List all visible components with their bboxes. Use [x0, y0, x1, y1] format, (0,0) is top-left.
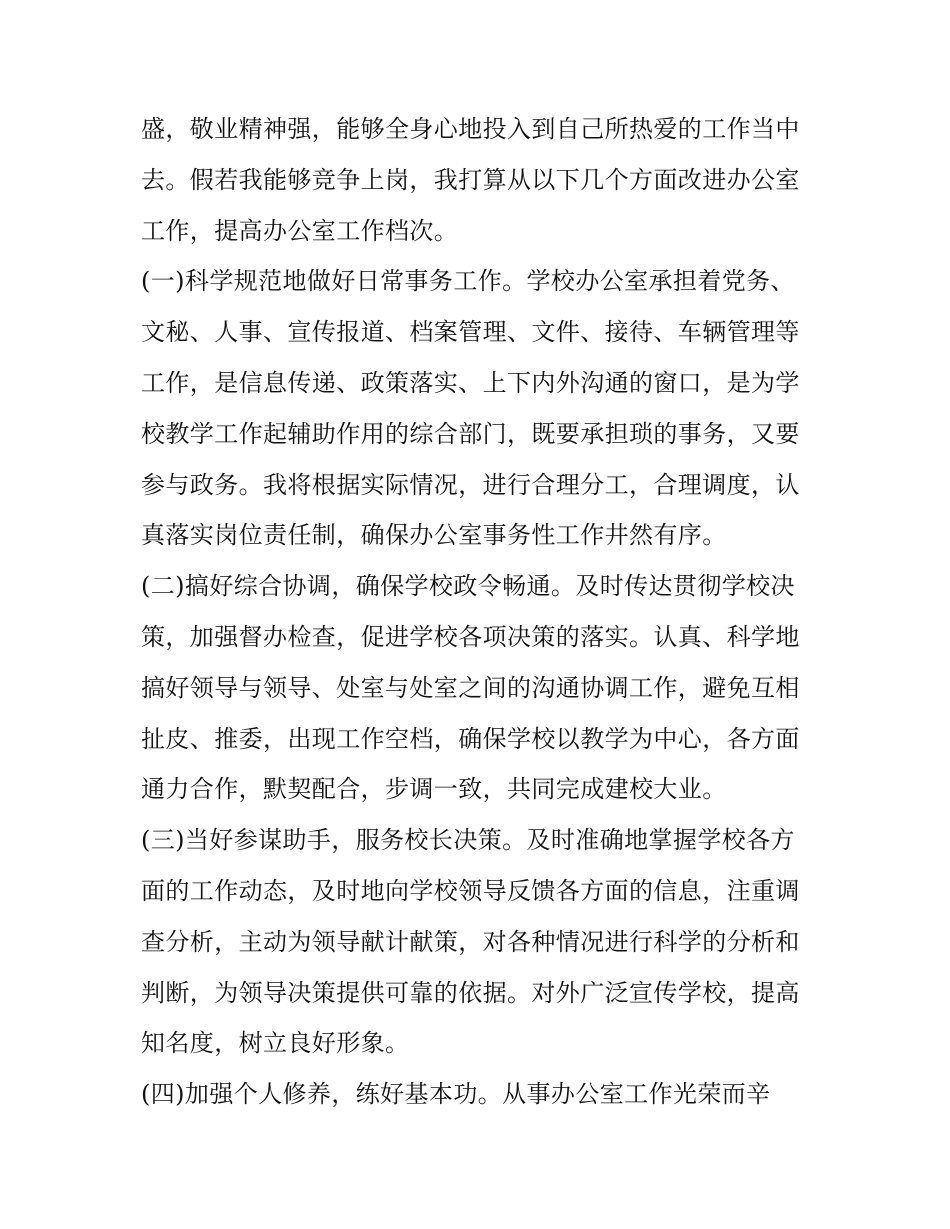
section-heading-line: (四)加强个人修养，练好基本功。从事办公室工作光荣而辛	[141, 1080, 771, 1109]
text-line: 判断，为领导决策提供可靠的依据。对外广泛宣传学校，提高	[141, 978, 800, 1007]
text-line: 搞好领导与领导、处室与处室之间的沟通协调工作，避免互相	[141, 673, 800, 702]
text-line: 策，加强督办检查，促进学校各项决策的落实。认真、科学地	[141, 622, 800, 651]
text-line: 知名度，树立良好形象。	[141, 1029, 410, 1058]
text-line: 文秘、人事、宣传报道、档案管理、文件、接待、车辆管理等	[141, 318, 800, 347]
text-line: 盛，敬业精神强，能够全身心地投入到自己所热爱的工作当中	[141, 115, 800, 143]
text-line: 真落实岗位责任制，确保办公室事务性工作井然有序。	[141, 521, 727, 550]
section-heading-line: (二)搞好综合协调，确保学校政令畅通。及时传达贯彻学校决	[141, 572, 795, 601]
section-heading-line: (一)科学规范地做好日常事务工作。学校办公室承担着党务、	[141, 267, 795, 296]
text-line: 校教学工作起辅助作用的综合部门，既要承担琐的事务，又要	[141, 419, 800, 448]
text-line: 通力合作，默契配合，步调一致，共同完成建校大业。	[141, 775, 727, 804]
text-line: 去。假若我能够竞争上岗，我打算从以下几个方面改进办公室	[141, 165, 800, 194]
text-line: 面的工作动态，及时地向学校领导反馈各方面的信息，注重调	[141, 876, 800, 905]
text-line: 工作，提高办公室工作档次。	[141, 216, 459, 245]
text-line: 参与政务。我将根据实际情况，进行合理分工，合理调度，认	[141, 470, 800, 499]
text-line: 工作，是信息传递、政策落实、上下内外沟通的窗口，是为学	[141, 368, 800, 397]
body-text	[141, 104, 821, 1120]
text-line: 扯皮、推委，出现工作空档，确保学校以教学为中心，各方面	[141, 724, 800, 753]
section-heading-line: (三)当好参谋助手，服务校长决策。及时准确地掌握学校各方	[141, 826, 795, 855]
text-line: 查分析，主动为领导献计献策，对各种情况进行科学的分析和	[141, 927, 800, 956]
